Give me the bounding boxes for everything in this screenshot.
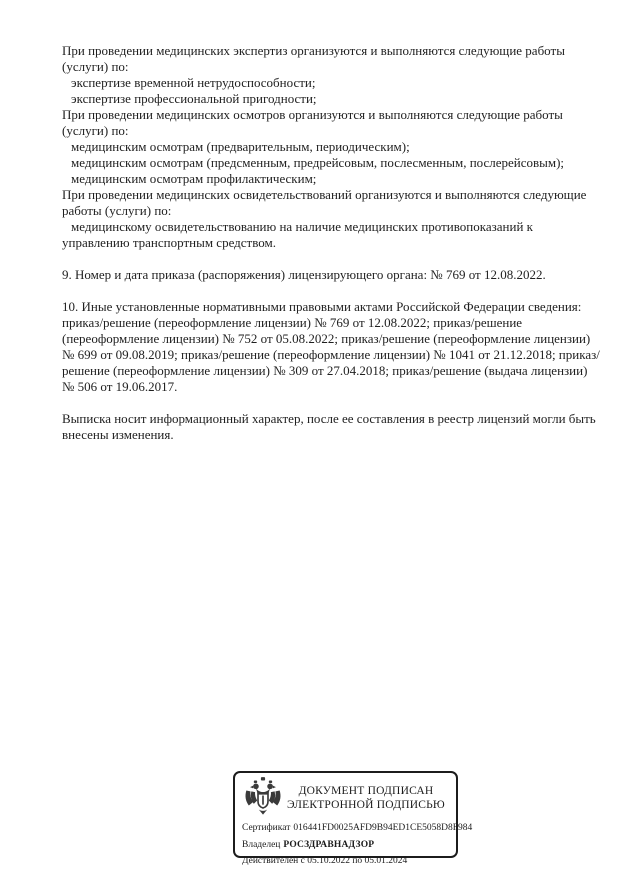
doc-paragraph-other-info: 10. Иные установленные нормативными правовыми актами Российской Федерации сведения: приказ/решение (переоформление лицензии) № 769 от 12.08.2022; приказ/решение (переоформление лицензии) № 752 от 05.08.2022; приказ/решение (переоформление лицензии) № 699 от 09.08.2019; приказ/решение (переоформление лицензии) № 1041 от 21.12.2018; приказ/решение (переоформление лицензии) № 309 от 27.04.2018; приказ/решение (выдача лицензии) № 506 от 19.06.2017. <box>62 299 600 394</box>
doc-list-item: медицинским осмотрам профилактическим; <box>71 171 317 186</box>
stamp-title-line1: ДОКУМЕНТ ПОДПИСАН <box>298 785 434 797</box>
stamp-owner-line <box>242 838 448 853</box>
doc-list-item: медицинскому освидетельствованию на наличие медицинских противопоказаний к управлению транспортным средством. <box>62 219 533 250</box>
double-headed-eagle-icon <box>242 777 284 819</box>
doc-list-item: медицинским осмотрам (предсменным, предрейсовым, послесменным, послерейсовым); <box>71 155 565 170</box>
doc-paragraph: При проведении медицинских осмотров организуются и выполняются следующие работы (услуги) по: <box>62 107 563 138</box>
certificate-label: Сертификат <box>242 823 291 833</box>
doc-paragraph-disclaimer: Выписка носит информационный характер, после ее составления в реестр лицензий могли быть внесены изменения. <box>62 411 596 442</box>
doc-list-item: экспертизе временной нетрудоспособности; <box>71 75 316 90</box>
doc-paragraph: При проведении медицинских экспертиз организуются и выполняются следующие работы (услуги) по: <box>62 43 565 74</box>
doc-list-item: медицинским осмотрам (предварительным, периодическим); <box>71 139 410 154</box>
certificate-value: 016441FD0025AFD9B94ED1CE5058D8F984 <box>293 823 473 833</box>
stamp-title <box>284 784 448 812</box>
doc-paragraph-order-number: 9. Номер и дата приказа (распоряжения) лицензирующего органа: № 769 от 12.08.2022. <box>62 267 546 282</box>
license-extract-body <box>62 43 603 443</box>
owner-value: РОСЗДРАВНАДЗОР <box>283 839 375 850</box>
stamp-certificate-line <box>242 821 473 836</box>
stamp-title-line2: ЭЛЕКТРОННОЙ ПОДПИСЬЮ <box>287 799 445 811</box>
doc-paragraph: При проведении медицинских освидетельствований организуются и выполняются следующие работы (услуги) по: <box>62 187 587 218</box>
validity-text: Действителен с 05.10.2022 по 05.01.2024 <box>242 856 408 866</box>
owner-label: Владелец <box>242 839 281 850</box>
stamp-header <box>242 777 448 819</box>
electronic-signature-stamp <box>233 771 473 866</box>
stamp-validity-line <box>242 854 448 869</box>
doc-list-item: экспертизе профессиональной пригодности; <box>71 91 317 106</box>
